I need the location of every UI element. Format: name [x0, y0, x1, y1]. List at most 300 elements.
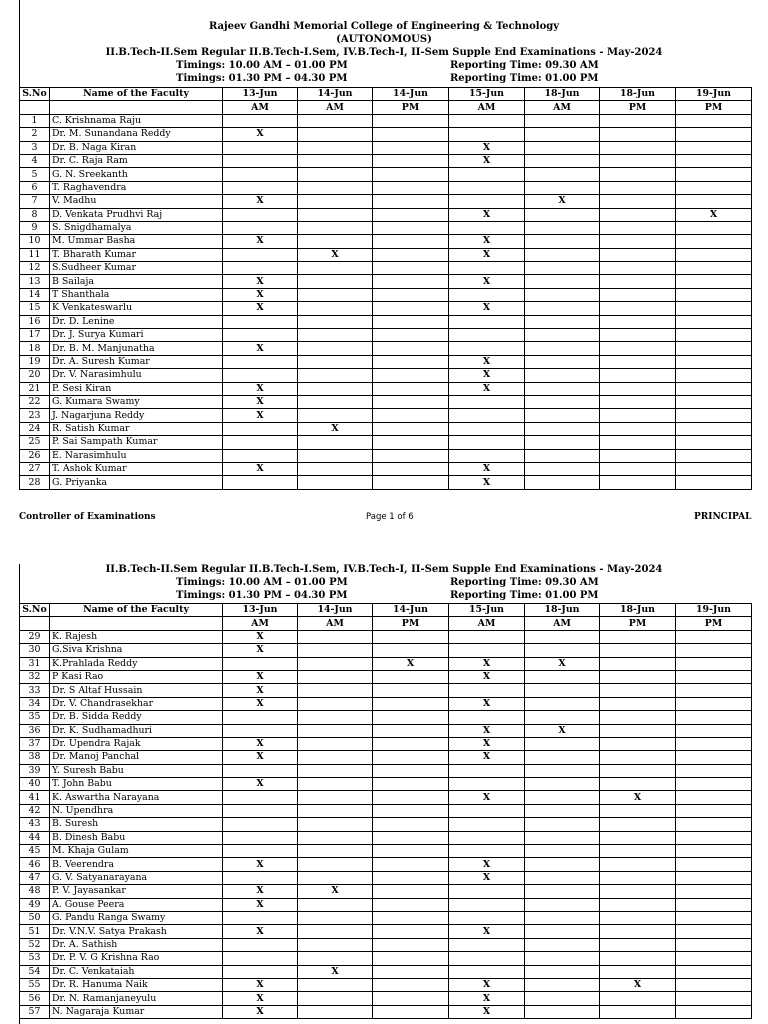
- duty-cell: [449, 885, 525, 898]
- duty-cell: [676, 409, 752, 422]
- duty-cell: [373, 911, 449, 924]
- row-sno: 14: [20, 288, 50, 301]
- duty-cell: [223, 764, 298, 777]
- duty-cell: [298, 952, 373, 965]
- duty-cell: [373, 154, 449, 167]
- col-header-session: PM: [373, 101, 449, 114]
- faculty-name: P. Sesi Kiran: [50, 382, 223, 395]
- duty-cell: [600, 711, 676, 724]
- duty-cell: [298, 315, 373, 328]
- duty-cell: [373, 711, 449, 724]
- table-row: [20, 221, 752, 234]
- row-sno: 12: [20, 262, 50, 275]
- table-row: [20, 409, 752, 422]
- row-sno: 41: [20, 791, 50, 804]
- timing-afternoon: Timings: 01.30 PM – 04.30 PM: [176, 590, 348, 601]
- duty-cell: [449, 711, 525, 724]
- duty-cell: [373, 302, 449, 315]
- row-sno: 38: [20, 751, 50, 764]
- duty-cell: [298, 235, 373, 248]
- table-row: [20, 925, 752, 938]
- reporting-morning: Reporting Time: 09.30 AM: [450, 60, 599, 71]
- duty-cell: [676, 952, 752, 965]
- duty-cell: [373, 342, 449, 355]
- duty-cell: [525, 978, 600, 991]
- duty-cell: [676, 382, 752, 395]
- row-sno: 45: [20, 845, 50, 858]
- duty-cell: [449, 409, 525, 422]
- duty-cell: [298, 751, 373, 764]
- duty-cell: [373, 128, 449, 141]
- col-header-date: 19-Jun: [676, 604, 752, 617]
- col-header-name: Name of the Faculty: [50, 88, 223, 101]
- duty-cell: [373, 382, 449, 395]
- duty-cell: [298, 476, 373, 489]
- row-sno: 5: [20, 168, 50, 181]
- duty-cell: [298, 737, 373, 750]
- table-row: [20, 114, 752, 127]
- row-sno: 25: [20, 436, 50, 449]
- table-row: [20, 724, 752, 737]
- duty-cell: [298, 684, 373, 697]
- col-header-date: 15-Jun: [449, 604, 525, 617]
- faculty-name: T. John Babu: [50, 778, 223, 791]
- faculty-name: Dr. B. Naga Kiran: [50, 141, 223, 154]
- duty-cell: [676, 858, 752, 871]
- table-row: [20, 382, 752, 395]
- duty-cell: [449, 395, 525, 408]
- table-row: [20, 342, 752, 355]
- duty-cell: [373, 831, 449, 844]
- row-sno: 16: [20, 315, 50, 328]
- duty-cell: [525, 764, 600, 777]
- duty-cell: [676, 764, 752, 777]
- header-row-dates: [20, 88, 752, 101]
- faculty-name: M. Khaja Gulam: [50, 845, 223, 858]
- duty-cell: [600, 168, 676, 181]
- duty-cell: [298, 395, 373, 408]
- duty-cell: [600, 141, 676, 154]
- table-row: [20, 751, 752, 764]
- duty-cell: [298, 181, 373, 194]
- duty-mark: X: [600, 791, 676, 804]
- duty-cell: [449, 449, 525, 462]
- row-sno: 50: [20, 911, 50, 924]
- duty-cell: [449, 684, 525, 697]
- duty-cell: [449, 911, 525, 924]
- timing-morning: Timings: 10.00 AM – 01.00 PM: [176, 60, 348, 71]
- duty-cell: [600, 369, 676, 382]
- table-row: [20, 831, 752, 844]
- faculty-name: P. V. Jayasankar: [50, 885, 223, 898]
- duty-mark: X: [525, 724, 600, 737]
- duty-cell: [373, 288, 449, 301]
- duty-mark: X: [449, 871, 525, 884]
- duty-cell: [373, 422, 449, 435]
- row-sno: 39: [20, 764, 50, 777]
- duty-cell: [223, 657, 298, 670]
- duty-cell: [600, 858, 676, 871]
- duty-cell: [600, 778, 676, 791]
- duty-mark: X: [449, 154, 525, 167]
- col-header-date: 19-Jun: [676, 88, 752, 101]
- duty-cell: [676, 288, 752, 301]
- table-row: [20, 1005, 752, 1018]
- row-sno: 22: [20, 395, 50, 408]
- table-row: [20, 168, 752, 181]
- duty-cell: [525, 382, 600, 395]
- duty-cell: [298, 938, 373, 951]
- duty-cell: [373, 315, 449, 328]
- duty-cell: [298, 436, 373, 449]
- col-header-date: 18-Jun: [525, 604, 600, 617]
- duty-cell: [223, 329, 298, 342]
- duty-cell: [298, 804, 373, 817]
- duty-cell: [223, 449, 298, 462]
- duty-cell: [223, 965, 298, 978]
- duty-mark: X: [223, 898, 298, 911]
- duty-cell: [223, 221, 298, 234]
- faculty-name: N. Nagaraja Kumar: [50, 1005, 223, 1018]
- col-header-session: AM: [525, 617, 600, 630]
- duty-cell: [676, 818, 752, 831]
- duty-cell: [525, 911, 600, 924]
- duty-mark: X: [449, 462, 525, 475]
- duty-cell: [676, 871, 752, 884]
- duty-cell: [600, 315, 676, 328]
- row-sno: 56: [20, 992, 50, 1005]
- faculty-name: Dr. N. Ramanjaneyulu: [50, 992, 223, 1005]
- duty-mark: X: [223, 992, 298, 1005]
- duty-cell: [298, 764, 373, 777]
- faculty-name: T. Bharath Kumar: [50, 248, 223, 261]
- duty-cell: [600, 262, 676, 275]
- duty-cell: [373, 462, 449, 475]
- duty-cell: [223, 476, 298, 489]
- duty-cell: [298, 288, 373, 301]
- duty-cell: [600, 938, 676, 951]
- duty-mark: X: [298, 885, 373, 898]
- duty-mark: X: [223, 925, 298, 938]
- duty-cell: [600, 422, 676, 435]
- col-header-date: 18-Jun: [525, 88, 600, 101]
- duty-cell: [223, 804, 298, 817]
- row-sno: 15: [20, 302, 50, 315]
- duty-cell: [676, 791, 752, 804]
- duty-cell: [525, 409, 600, 422]
- table-row: [20, 462, 752, 475]
- row-sno: 18: [20, 342, 50, 355]
- table-row: [20, 141, 752, 154]
- duty-cell: [525, 235, 600, 248]
- faculty-name: Dr. V.N.V. Satya Prakash: [50, 925, 223, 938]
- duty-mark: X: [223, 235, 298, 248]
- faculty-name: Dr. K. Sudhamadhuri: [50, 724, 223, 737]
- col-header-session: PM: [676, 101, 752, 114]
- duty-mark: X: [449, 382, 525, 395]
- duty-cell: [298, 141, 373, 154]
- duty-mark: X: [223, 462, 298, 475]
- duty-cell: [373, 992, 449, 1005]
- duty-cell: [525, 898, 600, 911]
- duty-mark: X: [223, 302, 298, 315]
- col-header-date: 14-Jun: [373, 88, 449, 101]
- row-sno: 44: [20, 831, 50, 844]
- row-sno: 3: [20, 141, 50, 154]
- header-row-dates: [20, 604, 752, 617]
- duty-cell: [525, 885, 600, 898]
- duty-cell: [298, 208, 373, 221]
- duty-cell: [223, 422, 298, 435]
- duty-mark: X: [449, 657, 525, 670]
- faculty-name: K.Prahlada Reddy: [50, 657, 223, 670]
- duty-cell: [600, 992, 676, 1005]
- duty-cell: [298, 697, 373, 710]
- duty-cell: [525, 288, 600, 301]
- header-row-sessions: [20, 617, 752, 630]
- duty-cell: [525, 302, 600, 315]
- footer-principal: PRINCIPAL: [694, 512, 752, 522]
- duty-cell: [525, 670, 600, 683]
- duty-mark: X: [223, 670, 298, 683]
- duty-cell: [676, 342, 752, 355]
- duty-cell: [676, 168, 752, 181]
- duty-cell: [525, 711, 600, 724]
- duty-cell: [600, 831, 676, 844]
- duty-mark: X: [449, 1005, 525, 1018]
- faculty-name: R. Satish Kumar: [50, 422, 223, 435]
- duty-cell: [525, 275, 600, 288]
- duty-cell: [600, 818, 676, 831]
- row-sno: 8: [20, 208, 50, 221]
- duty-cell: [223, 154, 298, 167]
- duty-cell: [449, 845, 525, 858]
- duty-cell: [373, 449, 449, 462]
- faculty-name: G. Priyanka: [50, 476, 223, 489]
- faculty-name: B. Dinesh Babu: [50, 831, 223, 844]
- header-row-sessions: [20, 101, 752, 114]
- table-row: [20, 355, 752, 368]
- duty-cell: [525, 630, 600, 643]
- duty-cell: [373, 409, 449, 422]
- duty-cell: [525, 858, 600, 871]
- col-header-session: AM: [525, 101, 600, 114]
- duty-cell: [600, 436, 676, 449]
- duty-cell: [676, 911, 752, 924]
- duty-cell: [298, 778, 373, 791]
- duty-cell: [525, 992, 600, 1005]
- duty-cell: [525, 395, 600, 408]
- duty-cell: [676, 724, 752, 737]
- faculty-name: Dr. B. Sidda Reddy: [50, 711, 223, 724]
- duty-cell: [298, 262, 373, 275]
- duty-cell: [525, 208, 600, 221]
- duty-cell: [676, 369, 752, 382]
- duty-cell: [298, 462, 373, 475]
- faculty-name: Dr. A. Suresh Kumar: [50, 355, 223, 368]
- row-sno: 48: [20, 885, 50, 898]
- duty-cell: [298, 791, 373, 804]
- faculty-name: Dr. Manoj Panchal: [50, 751, 223, 764]
- duty-mark: X: [449, 248, 525, 261]
- duty-cell: [298, 355, 373, 368]
- duty-cell: [600, 449, 676, 462]
- reporting-afternoon: Reporting Time: 01.00 PM: [450, 73, 599, 84]
- row-sno: 13: [20, 275, 50, 288]
- table-row: [20, 644, 752, 657]
- row-sno: 21: [20, 382, 50, 395]
- duty-cell: [298, 275, 373, 288]
- table-row: [20, 885, 752, 898]
- duty-cell: [525, 751, 600, 764]
- duty-cell: [298, 114, 373, 127]
- duty-mark: X: [449, 751, 525, 764]
- table-row: [20, 952, 752, 965]
- college-name: Rajeev Gandhi Memorial College of Engineering & Technology: [208, 21, 560, 32]
- duty-cell: [223, 938, 298, 951]
- duty-cell: [600, 275, 676, 288]
- table-row: [20, 871, 752, 884]
- duty-cell: [223, 818, 298, 831]
- duty-cell: [600, 845, 676, 858]
- duty-mark: X: [223, 751, 298, 764]
- duty-cell: [373, 114, 449, 127]
- duty-cell: [525, 262, 600, 275]
- duty-cell: [298, 630, 373, 643]
- row-sno: 53: [20, 952, 50, 965]
- faculty-name: Dr. Upendra Rajak: [50, 737, 223, 750]
- duty-cell: [525, 248, 600, 261]
- duty-cell: [298, 657, 373, 670]
- table-row: [20, 154, 752, 167]
- duty-cell: [298, 644, 373, 657]
- duty-cell: [298, 154, 373, 167]
- duty-cell: [223, 355, 298, 368]
- duty-mark: X: [449, 992, 525, 1005]
- duty-cell: [373, 952, 449, 965]
- faculty-name: S. Snigdhamalya: [50, 221, 223, 234]
- table-row: [20, 965, 752, 978]
- invigilation-table-page-2: [19, 603, 752, 1019]
- duty-cell: [600, 885, 676, 898]
- table-row: [20, 181, 752, 194]
- duty-cell: [223, 791, 298, 804]
- table-row: [20, 938, 752, 951]
- row-sno: 32: [20, 670, 50, 683]
- duty-cell: [373, 630, 449, 643]
- duty-cell: [373, 436, 449, 449]
- duty-mark: X: [223, 885, 298, 898]
- table-row: [20, 670, 752, 683]
- duty-cell: [525, 952, 600, 965]
- duty-cell: [525, 804, 600, 817]
- table-row: [20, 195, 752, 208]
- duty-cell: [373, 751, 449, 764]
- duty-cell: [676, 462, 752, 475]
- duty-cell: [600, 764, 676, 777]
- duty-mark: X: [223, 395, 298, 408]
- duty-cell: [298, 329, 373, 342]
- faculty-name: K. Rajesh: [50, 630, 223, 643]
- duty-cell: [676, 778, 752, 791]
- col-header-date: 14-Jun: [373, 604, 449, 617]
- duty-cell: [373, 684, 449, 697]
- college-status: (AUTONOMOUS): [336, 34, 432, 45]
- col-header-date: 18-Jun: [600, 88, 676, 101]
- duty-mark: X: [449, 302, 525, 315]
- faculty-name: D. Venkata Prudhvi Raj: [50, 208, 223, 221]
- duty-cell: [449, 831, 525, 844]
- duty-cell: [600, 644, 676, 657]
- faculty-name: Dr. P. V. G Krishna Rao: [50, 952, 223, 965]
- duty-cell: [449, 262, 525, 275]
- col-header-blank: [20, 101, 50, 114]
- table-row: [20, 208, 752, 221]
- faculty-name: Dr. V. Chandrasekhar: [50, 697, 223, 710]
- duty-cell: [298, 711, 373, 724]
- faculty-name: Dr. C. Raja Ram: [50, 154, 223, 167]
- duty-cell: [600, 114, 676, 127]
- footer-page-number: Page 1 of 6: [366, 512, 414, 522]
- duty-cell: [525, 871, 600, 884]
- duty-cell: [449, 804, 525, 817]
- duty-cell: [525, 355, 600, 368]
- duty-cell: [525, 114, 600, 127]
- duty-cell: [449, 778, 525, 791]
- duty-mark: X: [223, 275, 298, 288]
- duty-cell: [373, 195, 449, 208]
- duty-cell: [449, 128, 525, 141]
- duty-cell: [676, 1005, 752, 1018]
- duty-cell: [676, 221, 752, 234]
- col-header-session: AM: [298, 617, 373, 630]
- col-header-session: PM: [676, 617, 752, 630]
- duty-cell: [600, 302, 676, 315]
- duty-cell: [223, 831, 298, 844]
- duty-cell: [676, 657, 752, 670]
- duty-cell: [600, 871, 676, 884]
- duty-mark: X: [223, 858, 298, 871]
- duty-cell: [525, 791, 600, 804]
- table-row: [20, 845, 752, 858]
- duty-cell: [600, 154, 676, 167]
- table-row: [20, 737, 752, 750]
- faculty-name: B. Suresh: [50, 818, 223, 831]
- duty-cell: [298, 342, 373, 355]
- duty-cell: [676, 302, 752, 315]
- col-header-blank: [50, 617, 223, 630]
- duty-cell: [676, 422, 752, 435]
- duty-cell: [373, 791, 449, 804]
- duty-cell: [600, 476, 676, 489]
- duty-mark: X: [449, 355, 525, 368]
- duty-cell: [223, 871, 298, 884]
- duty-cell: [373, 208, 449, 221]
- duty-cell: [223, 911, 298, 924]
- duty-cell: [298, 871, 373, 884]
- row-sno: 9: [20, 221, 50, 234]
- duty-cell: [600, 342, 676, 355]
- table-row: [20, 992, 752, 1005]
- duty-cell: [676, 992, 752, 1005]
- duty-cell: [373, 221, 449, 234]
- duty-mark: X: [223, 128, 298, 141]
- duty-cell: [525, 965, 600, 978]
- faculty-name: Dr. S Altaf Hussain: [50, 684, 223, 697]
- duty-mark: X: [449, 369, 525, 382]
- faculty-name: G. Kumara Swamy: [50, 395, 223, 408]
- duty-cell: [373, 697, 449, 710]
